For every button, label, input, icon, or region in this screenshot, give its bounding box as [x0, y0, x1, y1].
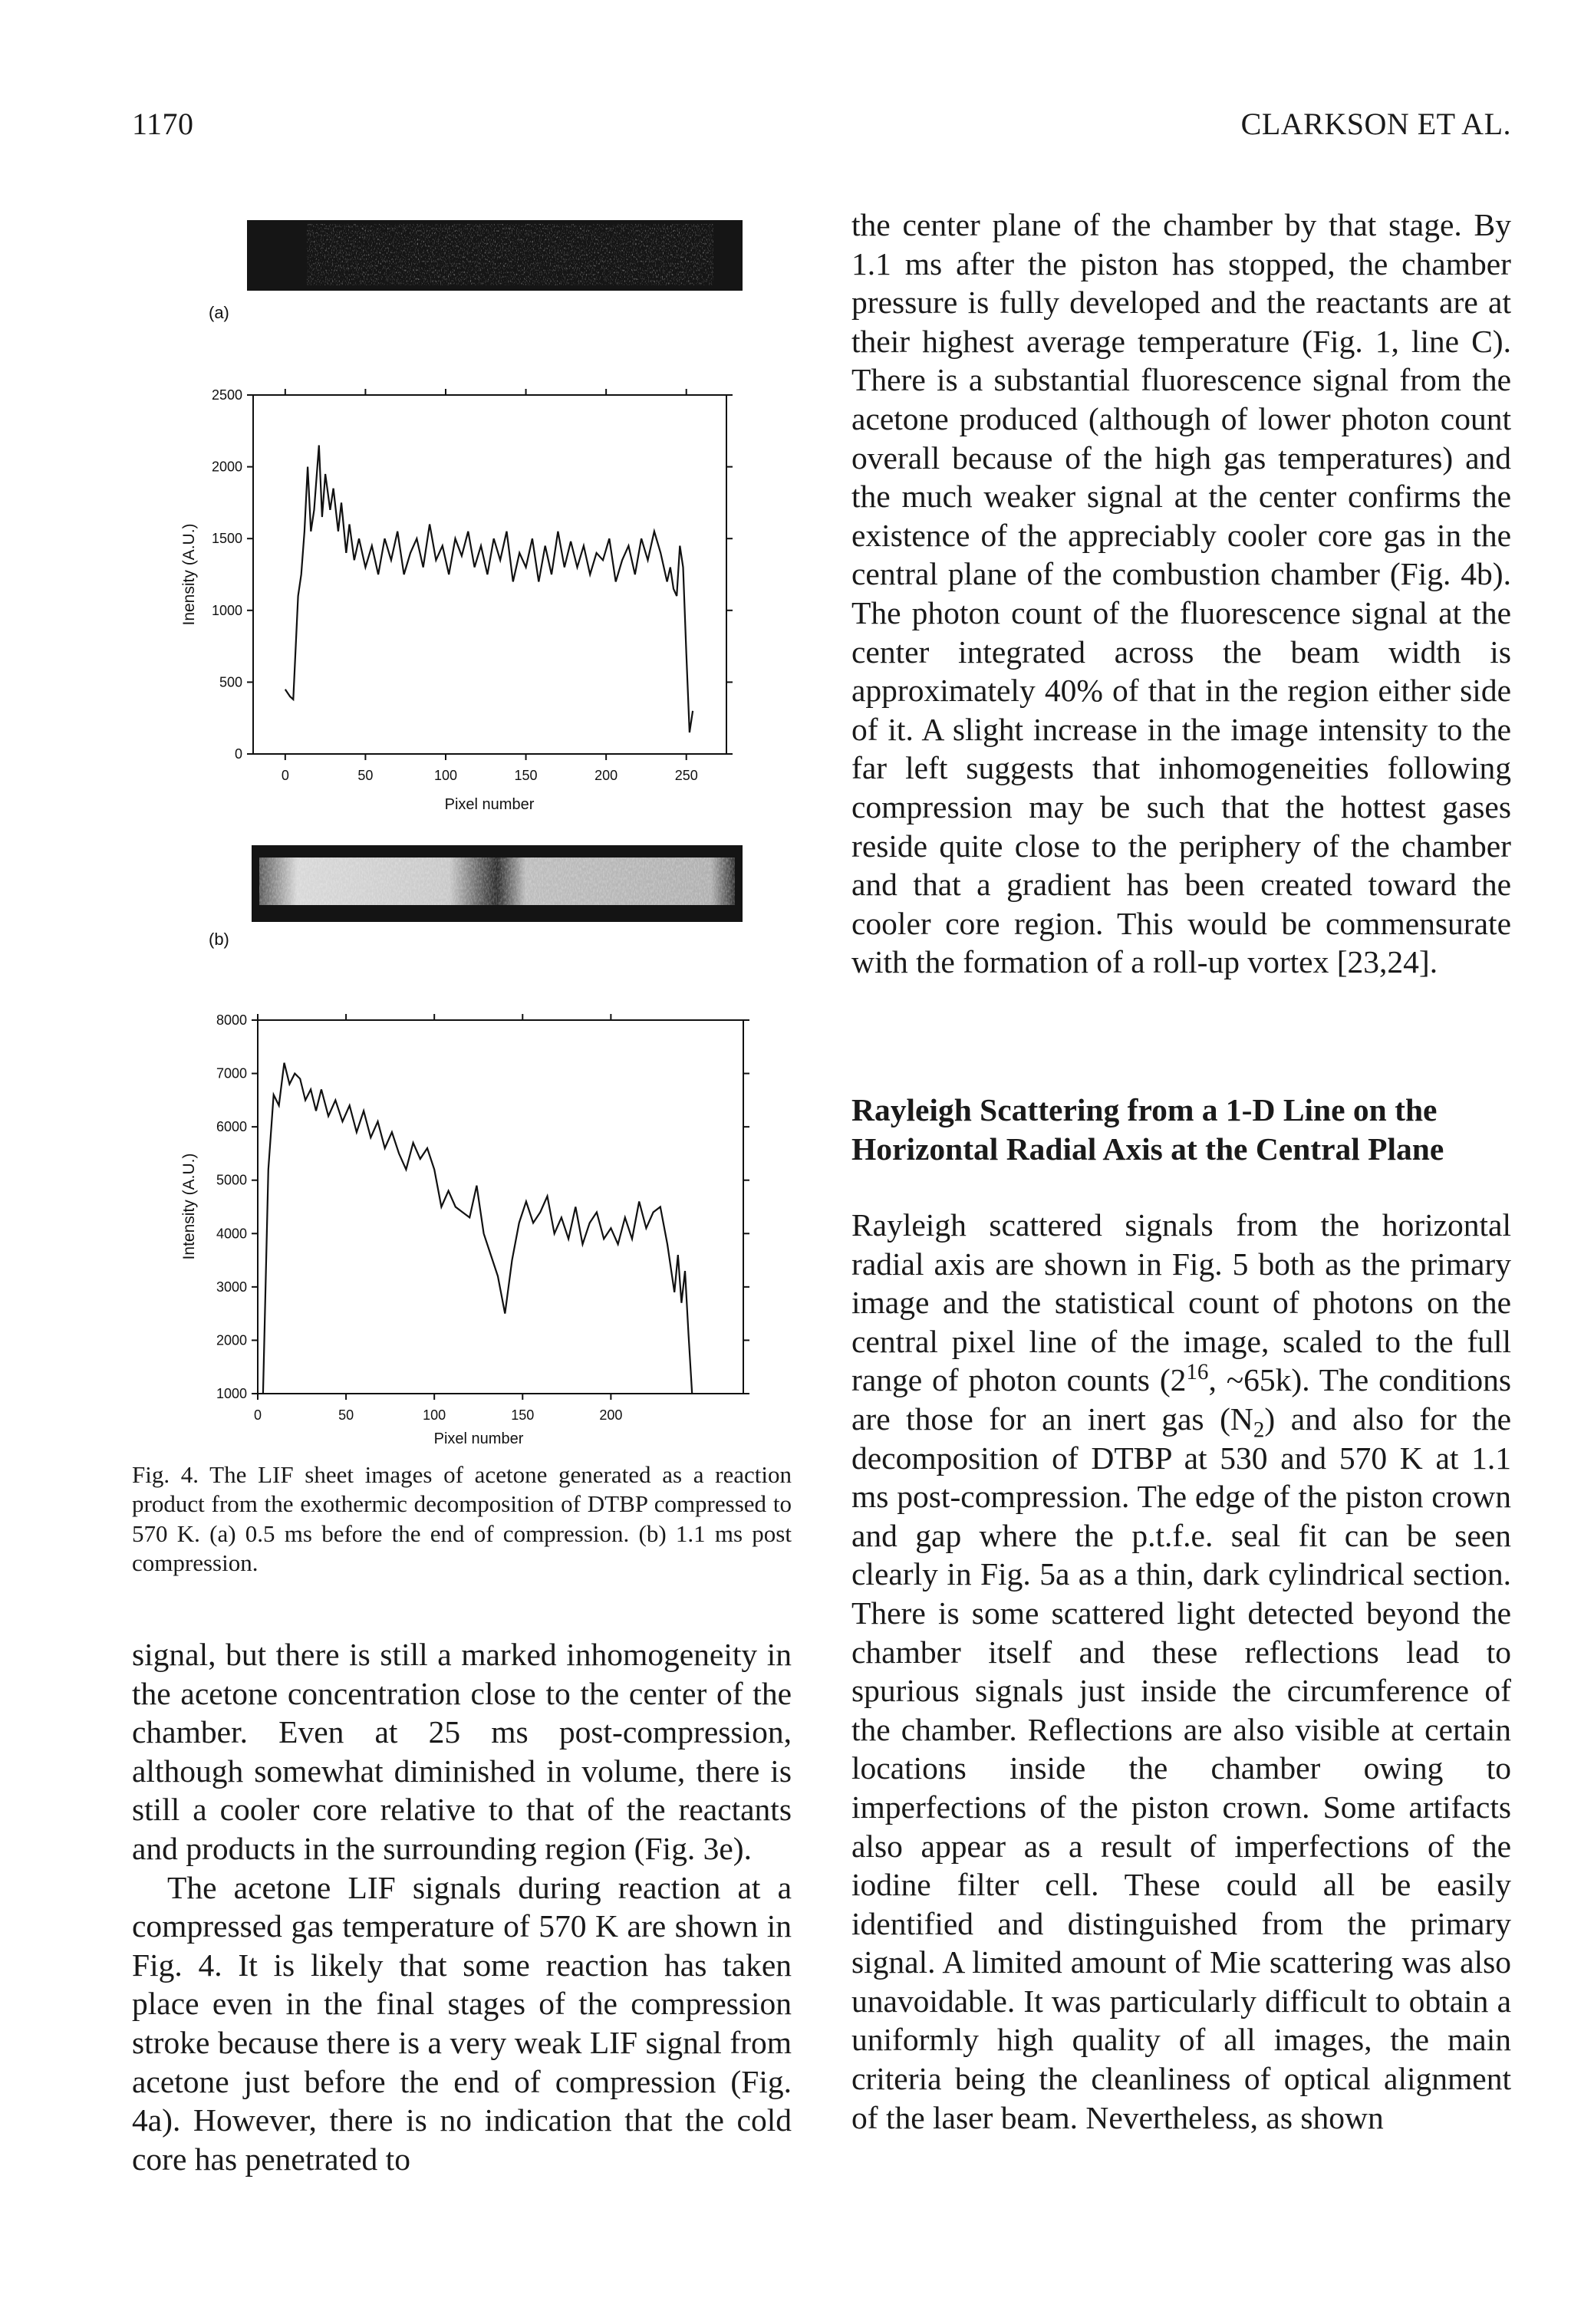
rp2-subscript: 2: [1253, 1417, 1265, 1443]
rp2-part-c: ) and also for the decomposition of DTBP at 530 and 570 K at 1.1 ms post-compression. The edge of the piston crown and gap where the p.t.f.e. seal fit can be seen clearly in Fig. 5a as a thin, dark cylindrical section. There is some scattered light detected beyond the chamber itself and these reflections lead to spurious signals just inside the circumference of the chamber. Reflections are also visible at certain locations inside the chamber owing to imperfections of the piston crown. Some artifacts also appear as a result of imperfections of the iodine filter cell. These could all be easily identified and distinguished from the primary signal. A limited amount of Mie scattering was also unavoidable. It was particularly difficult to obtain a uniformly high quality of all images, the main criteria being the cleanliness of optical alignment of the laser beam. Nevertheless, as shown: [851, 1401, 1511, 2135]
chart-b-xtick-label: 0: [253, 1407, 262, 1423]
chart-b: [180, 1012, 749, 1447]
chart-b-ylabel: Intensity (A.U.): [180, 1153, 198, 1260]
chart-b-ytick-label: 8000: [216, 1012, 247, 1028]
chart-a-ytick-label: 2000: [211, 459, 242, 475]
chart-a-ytick-label: 0: [234, 746, 242, 762]
chart-b-ytick-label: 7000: [216, 1065, 247, 1081]
chart-b-xtick-label: 150: [511, 1407, 535, 1423]
chart-b-xtick-label: 200: [599, 1407, 623, 1423]
chart-a-xlabel: Pixel number: [444, 796, 535, 813]
rp2-part-a: Rayleigh scattered signals from the horizontal radial axis are shown in Fig. 5 both as the primary image and the statistical count of photons on the central pixel line of the image, scaled to the full range of photon counts (2: [851, 1207, 1511, 1398]
chart-b-xtick-label: 50: [338, 1407, 354, 1423]
section-heading: Rayleigh Scattering from a 1-D Line on the Horizontal Radial Axis at the Central Plane: [851, 1092, 1444, 1167]
chart-a: [180, 387, 733, 813]
chart-a-frame: [253, 395, 726, 754]
chart-a-series-line: [285, 446, 693, 732]
chart-b-ytick-label: 3000: [216, 1279, 247, 1295]
section-heading-block: [851, 1091, 1511, 1168]
left-paragraph-1: signal, but there is still a marked inhomogeneity in the acetone concentration close to the center of the chamber. Even at 25 ms post-compression, although somewhat diminished in volume, there is still a cooler core relative to that of the reactants and products in the surrounding region (Fig. 3e).: [132, 1637, 792, 1866]
left-paragraph-2: The acetone LIF signals during reaction at a compressed gas temperature of 570 K are shown in Fig. 4. It is likely that some reaction has taken place even in the final stages of the compression stroke because there is a very weak LIF signal from acetone just before the end of compression (Fig. 4a). However, there is no indication that the cold core has penetrated to: [132, 1869, 792, 2177]
right-paragraph-2: [851, 1206, 1511, 2137]
right-paragraph-2-block: [851, 1206, 1511, 2137]
chart-a-ytick-label: 1000: [211, 602, 242, 618]
chart-a-xtick-label: 100: [433, 768, 458, 783]
page-number: 1170: [132, 107, 194, 141]
chart-a-xtick-label: 250: [674, 768, 698, 783]
chart-b-ytick-label: 5000: [216, 1172, 247, 1188]
rp2-superscript: 16: [1186, 1360, 1209, 1385]
chart-a-ytick-label: 500: [219, 674, 242, 690]
rp2-part-b: , ~65k). The conditions are those for an inert gas (N: [851, 1362, 1512, 1437]
chart-a-xtick-label: 200: [594, 768, 618, 783]
chart-b-xlabel: Pixel number: [433, 1430, 524, 1447]
chart-b-frame: [258, 1020, 743, 1394]
chart-a-ytick-label: 1500: [211, 531, 242, 547]
chart-b-ytick-label: 6000: [216, 1119, 247, 1135]
left-column: [132, 1635, 792, 2178]
chart-a-ylabel: Inensity (A.U.): [180, 523, 198, 626]
right-column: [851, 206, 1511, 982]
chart-a-xtick-label: 50: [357, 768, 374, 783]
chart-b-series-line: [263, 1063, 692, 1394]
panel-label-b: (b): [209, 930, 229, 949]
right-paragraph-1: the center plane of the chamber by that stage. By 1.1 ms after the piston has stopped, the chamber pressure is fully developed and the reactants are at their highest average temperature (Fig. 1, line C). There is a substantial fluorescence signal from the acetone produced (although of lower photon count overall because of the high gas temperatures) and the much weaker signal at the center confirms the existence of the appreciably cooler core gas in the central plane of the combustion chamber (Fig. 4b). The photon count of the fluorescence signal at the center integrated across the beam width is approximately 40% of that in the region either side of it. A slight increase in the image intensity to the far left suggests that inhomogeneities following compression may be such that the hottest gases reside quite close to the periphery of the chamber and that a gradient has been created toward the cooler core region. This would be commensurate with the formation of a roll-up vortex [23,24].: [851, 207, 1511, 980]
lif-image-b: [252, 845, 743, 922]
chart-b-xtick-label: 100: [423, 1407, 446, 1423]
chart-a-ytick-label: 2500: [211, 387, 242, 403]
chart-b-ytick-label: 2000: [216, 1332, 247, 1348]
running-head: CLARKSON ET AL.: [1240, 107, 1511, 141]
figure-4: [0, 0, 813, 1457]
chart-a-xtick-label: 0: [281, 768, 289, 783]
chart-b-ytick-label: 1000: [216, 1386, 247, 1401]
figure-caption: Fig. 4. The LIF sheet images of acetone generated as a reaction product from the exothermic decomposition of DTBP compressed to 570 K. (a) 0.5 ms before the end of compression. (b) 1.1 ms post compression.: [132, 1461, 792, 1577]
lif-image-a: [247, 220, 743, 291]
chart-b-ytick-label: 4000: [216, 1226, 247, 1242]
chart-a-xtick-label: 150: [514, 768, 538, 783]
panel-label-a: (a): [209, 303, 229, 322]
